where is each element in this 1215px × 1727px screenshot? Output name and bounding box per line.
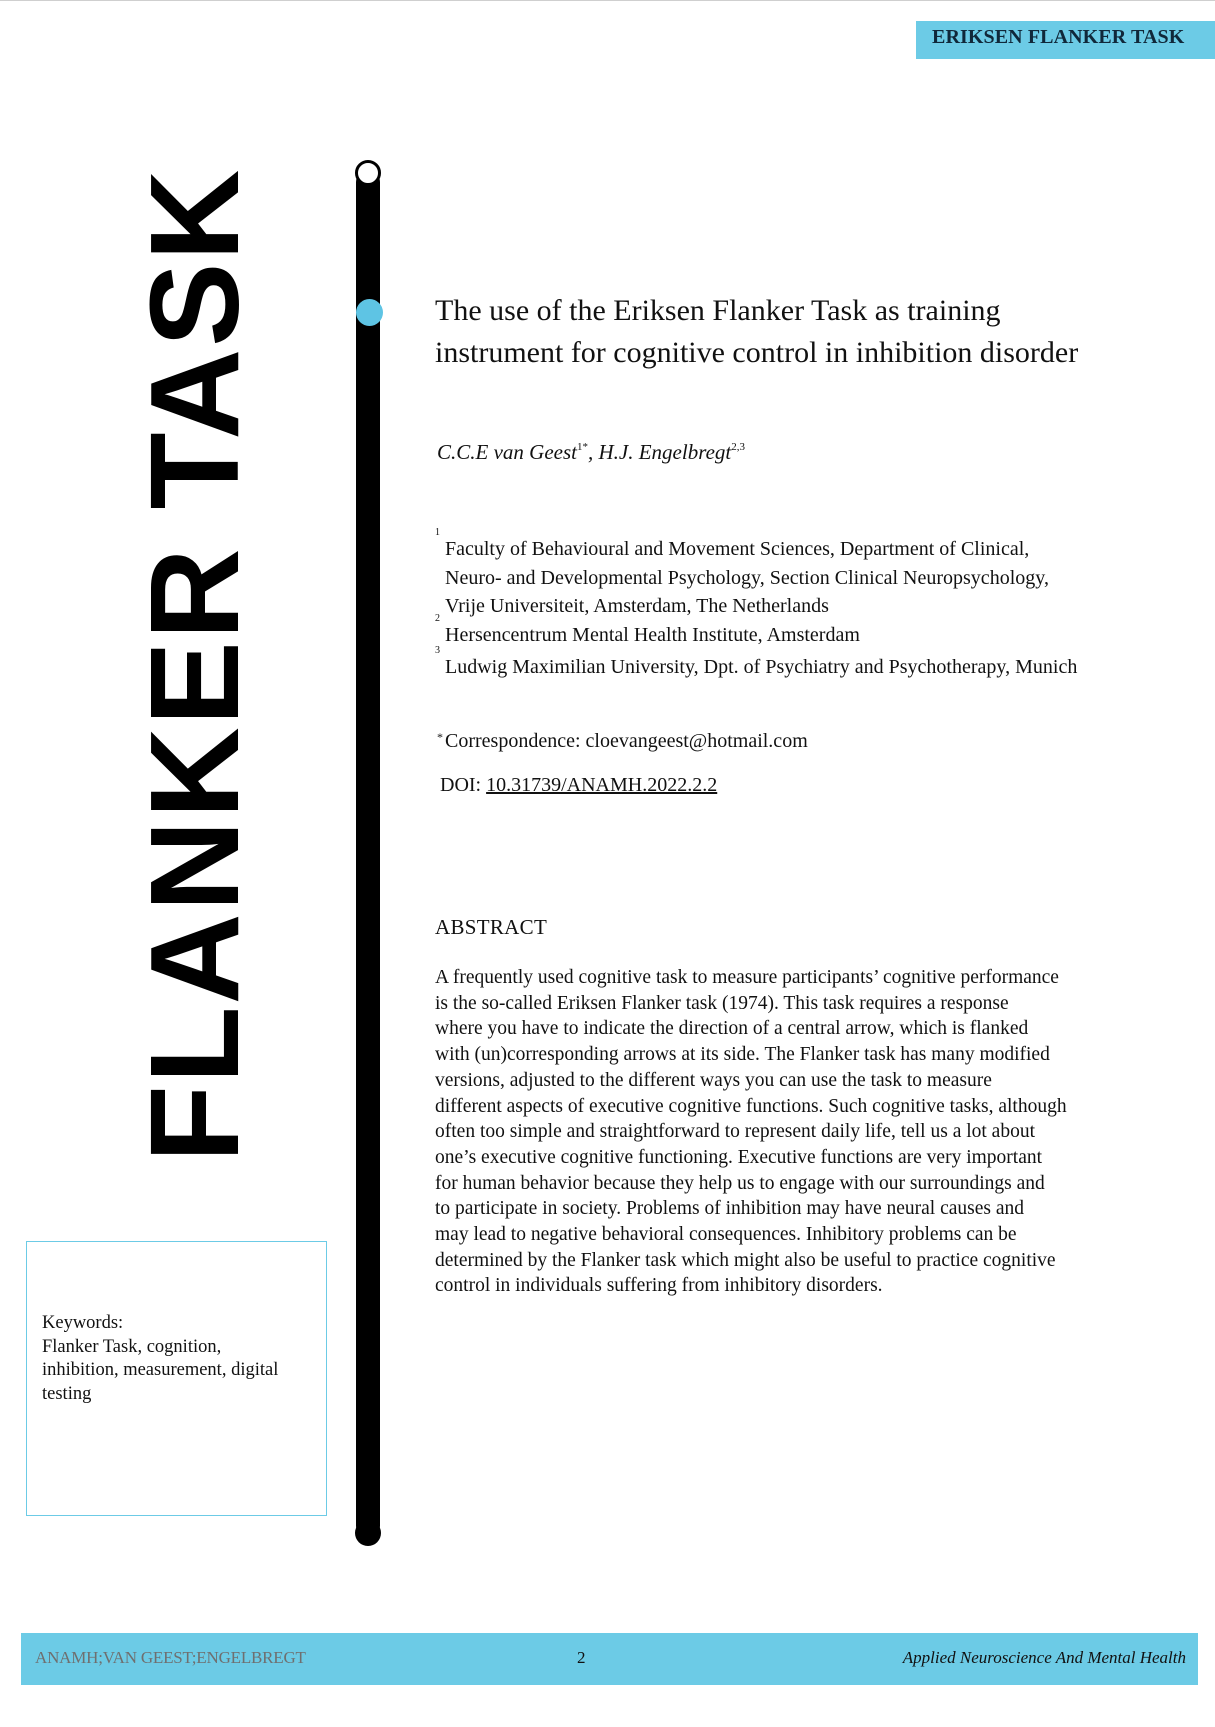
paper-title-line: instrument for cognitive control in inhibition disorder bbox=[435, 336, 1079, 369]
paper-title bbox=[435, 290, 1155, 374]
abstract-body bbox=[435, 965, 1145, 1299]
timeline-marker-node bbox=[356, 299, 383, 326]
doi-link[interactable]: 10.31739/ANAMH.2022.2.2 bbox=[486, 774, 718, 796]
paper-title-line: The use of the Eriksen Flanker Task as training bbox=[435, 294, 1001, 327]
doi-label: DOI: bbox=[440, 774, 487, 796]
keywords-line: inhibition, measurement, digital bbox=[42, 1360, 279, 1380]
correspondence bbox=[437, 730, 808, 753]
abstract-line: for human behavior because they help us to engage with our surroundings and bbox=[435, 1172, 1045, 1194]
abstract-line: one’s executive cognitive functioning. Executive functions are very important bbox=[435, 1146, 1043, 1168]
affiliation-3 bbox=[435, 645, 1195, 682]
abstract-line: where you have to indicate the direction of a central arrow, which is flanked bbox=[435, 1018, 1029, 1040]
keywords-line: Flanker Task, cognition, bbox=[42, 1336, 222, 1357]
timeline-bar bbox=[356, 170, 380, 1538]
footer-running-head: ANAMH;VAN GEEST;ENGELBREGT bbox=[35, 1648, 306, 1667]
doi bbox=[440, 774, 717, 797]
footer-bar bbox=[21, 1633, 1198, 1685]
abstract-line: often too simple and straightforward to represent daily life, tell us a lot about bbox=[435, 1121, 1036, 1143]
author-affiliation-mark: 2,3 bbox=[731, 441, 746, 453]
abstract-line: determined by the Flanker task which might also be useful to practice cognitive bbox=[435, 1249, 1056, 1271]
affiliation-number: 2 bbox=[435, 612, 440, 624]
side-title: FLANKER TASK bbox=[124, 167, 265, 1163]
abstract-heading: ABSTRACT bbox=[435, 915, 548, 939]
affiliation-line: Neuro- and Developmental Psychology, Section Clinical Neuropsychology, bbox=[445, 566, 1049, 589]
footer-page-number: 2 bbox=[577, 1648, 586, 1667]
authors bbox=[437, 440, 1137, 465]
author-separator: , bbox=[587, 440, 599, 464]
timeline-start-node bbox=[355, 160, 381, 186]
abstract-line: different aspects of executive cognitive functions. Such cognitive tasks, although bbox=[435, 1095, 1067, 1117]
timeline-end-node bbox=[355, 1520, 381, 1546]
header-tag: ERIKSEN FLANKER TASK bbox=[916, 21, 1215, 59]
affiliation-line: Ludwig Maximilian University, Dpt. of Psychiatry and Psychotherapy, Munich bbox=[445, 656, 1078, 678]
keywords-label: Keywords: bbox=[42, 1313, 124, 1333]
abstract-line: may lead to negative behavioral consequences. Inhibitory problems can be bbox=[435, 1224, 1017, 1246]
affiliation-line: Hersencentrum Mental Health Institute, Amsterdam bbox=[445, 623, 860, 646]
correspondence-text: Correspondence: cloevangeest@hotmail.com bbox=[445, 730, 808, 752]
affiliation-line: Vrije Universiteit, Amsterdam, The Netherlands bbox=[445, 595, 829, 617]
abstract-line: control in individuals suffering from inhibitory disorders. bbox=[435, 1275, 883, 1297]
affiliations bbox=[435, 527, 1195, 682]
author-name: H.J. Engelbregt bbox=[598, 440, 732, 464]
affiliation-2 bbox=[435, 612, 1195, 650]
keywords-line: testing bbox=[42, 1383, 92, 1404]
author-affiliation-mark: 1* bbox=[576, 441, 588, 453]
abstract-line: to participate in society. Problems of inhibition may have neural causes and bbox=[435, 1198, 1024, 1220]
abstract-line: versions, adjusted to the different ways you can use the task to measure bbox=[435, 1069, 992, 1091]
footer-journal-name: Applied Neuroscience And Mental Health bbox=[902, 1648, 1186, 1667]
affiliation-line: Faculty of Behavioural and Movement Sciences, Department of Clinical, bbox=[445, 538, 1030, 560]
author-name: C.C.E van Geest bbox=[437, 440, 577, 464]
keywords-box bbox=[26, 1241, 327, 1516]
correspondence-star: * bbox=[437, 730, 443, 744]
affiliation-1 bbox=[435, 527, 1195, 621]
abstract-line: is the so-called Eriksen Flanker task (1974). This task requires a response bbox=[435, 992, 1009, 1014]
top-rule bbox=[0, 0, 1215, 1]
abstract-line: A frequently used cognitive task to measure participants’ cognitive performance bbox=[435, 967, 1059, 988]
affiliation-number: 3 bbox=[435, 645, 440, 656]
abstract-line: with (un)corresponding arrows at its side. The Flanker task has many modified bbox=[435, 1044, 1050, 1066]
affiliation-number: 1 bbox=[435, 527, 440, 538]
